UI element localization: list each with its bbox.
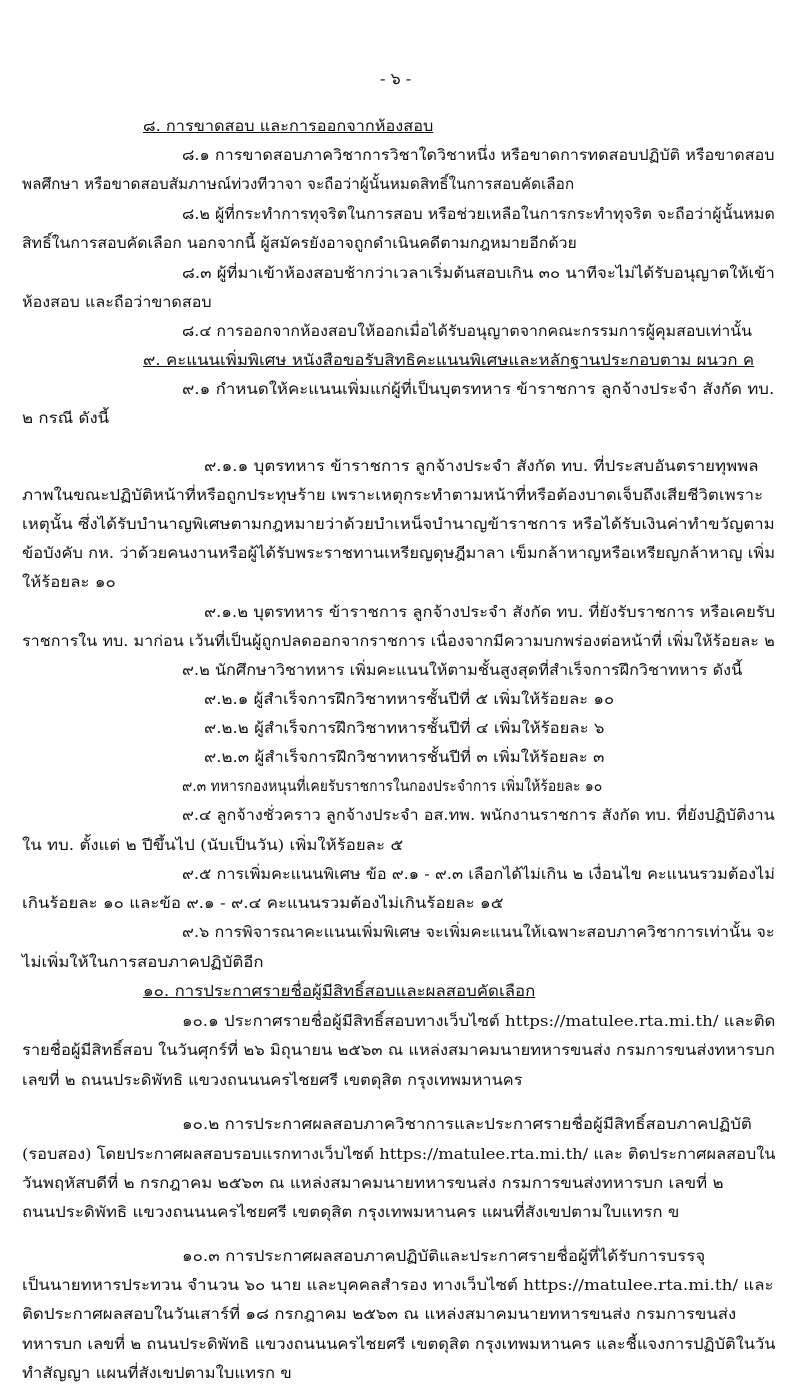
paragraph-line: ๙.๕ การเพิ่มคะแนนพิเศษ ข้อ ๙.๑ - ๙.๓ เลือกได้ไม่เกิน ๒ เงื่อนไข คะแนนรวมต้องไม่ [182,865,775,883]
paragraph-line: ๑๐.๒ การประกาศผลสอบภาควิชาการและประกาศรายชื่อผู้มีสิทธิ์สอบภาคปฏิบัติ [182,1115,752,1133]
section-8-heading: ๘. การขาดสอบ และการออกจากห้องสอบ [143,117,434,135]
paragraph-line: ใน ทบ. ตั้งแต่ ๒ ปีขึ้นไป (นับเป็นวัน) เพิ่มให้ร้อยละ ๕ [22,836,404,854]
paragraph-line: พลศึกษา หรือขาดสอบสัมภาษณ์ท่วงทีวาจา จะถือว่าผู้นั้นหมดสิทธิ์ในการสอบคัดเลือก [22,175,575,193]
paragraph-line: ๘.๑ การขาดสอบภาควิชาการวิชาใดวิชาหนึ่ง หรือขาดการทดสอบปฏิบัติ หรือขาดสอบ [182,146,775,164]
paragraph-line: ๑๐.๓ การประกาศผลสอบภาคปฏิบัติและประกาศรายชื่อผู้ที่ได้รับการบรรจุ [182,1247,706,1265]
paragraph-line: ภาพในขณะปฏิบัติหน้าที่หรือถูกประทุษร้าย เพราะเหตุกระทำตามหน้าที่หรือต้องบาดเจ็บถึงเสียชีวิตเพราะ [22,486,764,504]
paragraph-line: วันพฤหัสบดีที่ ๒ กรกฎาคม ๒๕๖๓ ณ แหล่งสมาคมนายทหารขนส่ง กรมการขนส่งทหารบก เลขที่ ๒ [22,1174,724,1192]
paragraph-line: ๒ กรณี ดังนี้ [22,409,110,427]
paragraph-line: รายชื่อผู้มีสิทธิ์สอบ ในวันศุกร์ที่ ๒๖ มิถุนายน ๒๕๖๓ ณ แหล่งสมาคมนายทหารขนส่ง กรมการขนส่งทหารบก [22,1041,775,1059]
paragraph-line: (รอบสอง) โดยประกาศผลสอบรอบแรกทางเว็บไซต์ https://matulee.rta.mi.th/ และ ติดประกาศผลสอบใน [22,1145,776,1163]
paragraph-line: เลขที่ ๒ ถนนประดิพัทธิ แขวงถนนนครไชยศรี เขตดุสิต กรุงเทพมหานคร [22,1071,523,1089]
paragraph-line: ข้อบังคับ กห. ว่าด้วยคนงานหรือผู้ได้รับพระราชทานเหรียญดุษฎีมาลา เข็มกล้าหาญหรือเหรียญกล้าหาญ เพิ่ม [22,544,776,562]
section-10-heading: ๑๐. การประกาศรายชื่อผู้มีสิทธิ์สอบและผลสอบคัดเลือก [143,982,536,1000]
paragraph-line: ๘.๔ การออกจากห้องสอบให้ออกเมื่อได้รับอนุญาตจากคณะกรรมการผู้คุมสอบเท่านั้น [182,322,753,340]
paragraph-line: ๙.๒.๓ ผู้สำเร็จการฝึกวิชาทหารชั้นปีที่ ๓ เพิ่มให้ร้อยละ ๓ [204,748,605,766]
paragraph-line: ๙.๑.๒ บุตรทหาร ข้าราชการ ลูกจ้างประจำ สังกัด ทบ. ที่ยังรับราชการ หรือเคยรับ [204,603,776,621]
paragraph-line: ๙.๒.๑ ผู้สำเร็จการฝึกวิชาทหารชั้นปีที่ ๕ เพิ่มให้ร้อยละ ๑๐ [204,690,615,708]
paragraph-line: เกินร้อยละ ๑๐ และข้อ ๙.๑ - ๙.๔ คะแนนรวมต้องไม่เกินร้อยละ ๑๕ [22,894,504,912]
paragraph-line: ห้องสอบ และถือว่าขาดสอบ [22,293,212,311]
paragraph-line: ๑๐.๑ ประกาศรายชื่อผู้มีสิทธิ์สอบทางเว็บไซต์ https://matulee.rta.mi.th/ และติด [182,1012,776,1030]
paragraph-line: ติดประกาศผลสอบในวันเสาร์ที่ ๑๘ กรกฎาคม ๒๕๖๓ ณ แหล่งสมาคมนายทหารขนส่ง กรมการขนส่ง [22,1305,737,1323]
paragraph-line: สิทธิ์ในการสอบคัดเลือก นอกจากนี้ ผู้สมัครยังอาจถูกดำเนินคดีตามกฎหมายอีกด้วย [22,234,577,252]
paragraph-line: ราชการใน ทบ. มาก่อน เว้นที่เป็นผู้ถูกปลดออกจากราชการ เนื่องจากมีความบกพร่องต่อหน้าที่ เพิ่มให้ร้อยละ ๒ [22,632,775,650]
paragraph-line: ถนนประดิพัทธิ แขวงถนนนครไชยศรี เขตดุสิต กรุงเทพมหานคร แผนที่สังเขปตามใบแทรก ข [22,1203,680,1221]
paragraph-line: ให้ร้อยละ ๑๐ [22,573,116,591]
paragraph-line: ๙.๓ ทหารกองหนุนที่เคยรับราชการในกองประจำการ เพิ่มให้ร้อยละ ๑๐ [182,777,603,795]
paragraph-line: ๙.๑.๑ บุตรทหาร ข้าราชการ ลูกจ้างประจำ สังกัด ทบ. ที่ประสบอันตรายทุพพล [204,457,759,475]
paragraph-line: เป็นนายทหารประทวน จำนวน ๖๐ นาย และบุคคลสำรอง ทางเว็บไซต์ https://matulee.rta.mi.th/ และ [22,1276,774,1294]
paragraph-line: ทหารบก เลขที่ ๒ ถนนประดิพัทธิ แขวงถนนนครไชยศรี เขตดุสิต กรุงเทพมหานคร และชี้แจงการปฏิบัติในวัน [22,1335,776,1353]
section-9-heading: ๙. คะแนนเพิ่มพิเศษ หนังสือขอรับสิทธิคะแนนพิเศษและหลักฐานประกอบตาม ผนวก ค [143,351,755,369]
paragraph-line: ๙.๒ นักศึกษาวิชาทหาร เพิ่มคะแนนให้ตามชั้นสูงสุดที่สำเร็จการฝึกวิชาทหาร ดังนี้ [182,661,743,679]
page-number: - ๖ - [380,69,412,88]
paragraph-line: ทำสัญญา แผนที่สังเขปตามใบแทรก ข [22,1364,292,1382]
paragraph-line: ๘.๒ ผู้ที่กระทำการทุจริตในการสอบ หรือช่วยเหลือในการกระทำทุจริต จะถือว่าผู้นั้นหมด [182,205,775,223]
paragraph-line: ๙.๒.๒ ผู้สำเร็จการฝึกวิชาทหารชั้นปีที่ ๔ เพิ่มให้ร้อยละ ๖ [204,719,605,737]
paragraph-line: ๙.๖ การพิจารณาคะแนนเพิ่มพิเศษ จะเพิ่มคะแนนให้เฉพาะสอบภาควิชาการเท่านั้น จะ [182,923,775,941]
paragraph-line: ๘.๓ ผู้ที่มาเข้าห้องสอบช้ากว่าเวลาเริ่มต้นสอบเกิน ๓๐ นาทีจะไม่ได้รับอนุญาตให้เข้า [182,264,775,282]
paragraph-line: เหตุนั้น ซึ่งได้รับบำนาญพิเศษตามกฎหมายว่าด้วยบำเหน็จบำนาญข้าราชการ หรือได้รับเงินค่าทำขวัญตาม [22,515,775,533]
paragraph-line: ไม่เพิ่มให้ในการสอบภาคปฏิบัติอีก [22,953,264,971]
paragraph-line: ๙.๑ กำหนดให้คะแนนเพิ่มแก่ผู้ที่เป็นบุตรทหาร ข้าราชการ ลูกจ้างประจำ สังกัด ทบ. [182,380,775,398]
paragraph-line: ๙.๔ ลูกจ้างชั่วคราว ลูกจ้างประจำ อส.ทพ. พนักงานราชการ สังกัด ทบ. ที่ยังปฏิบัติงาน [182,806,775,824]
